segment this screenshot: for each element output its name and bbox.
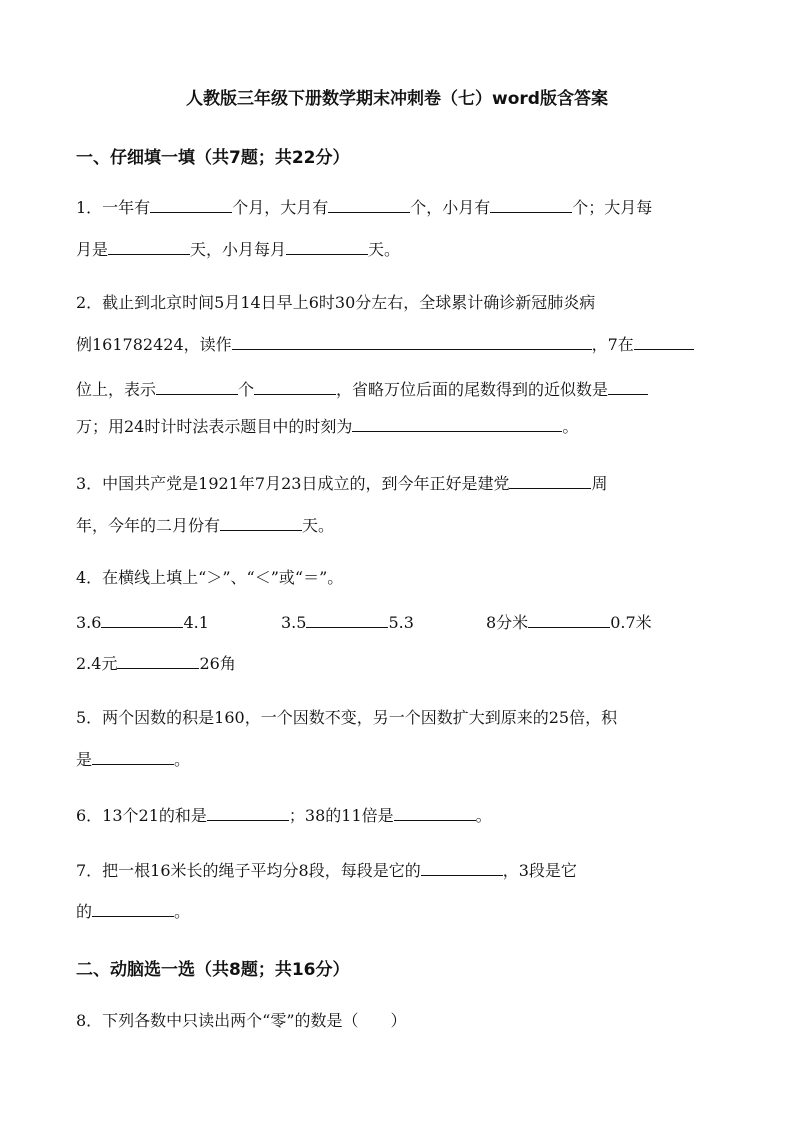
question-4-line-1: 4．在横线上填上“＞”、“＜”或“＝”。	[76, 568, 344, 587]
q2-text-d: 个	[238, 380, 255, 399]
q5-text-b: 。	[174, 750, 191, 769]
question-5-line-1: 5．两个因数的积是160，一个因数不变，另一个因数扩大到原来的25倍，积	[76, 708, 618, 727]
question-2-line-2	[76, 333, 694, 356]
section-2-heading: 二、动脑选一选（共8题；共16分）	[76, 960, 350, 980]
section-1-heading: 一、仔细填一填（共7题；共22分）	[76, 148, 350, 168]
q1-blank-5[interactable]	[286, 238, 368, 255]
q4-blank-1[interactable]	[101, 611, 183, 628]
q1-blank-4[interactable]	[108, 238, 190, 255]
q2-text-e: ，省略万位后面的尾数得到的近似数是	[336, 380, 609, 399]
q3-text-d: 天。	[302, 516, 335, 535]
q4-item-3	[486, 611, 652, 634]
question-7-line-2	[76, 900, 190, 923]
question-8-line-1: 8．下列各数中只读出两个“零”的数是（ ）	[76, 1011, 407, 1030]
q4-blank-4[interactable]	[117, 652, 199, 669]
page-title: 人教版三年级下册数学期末冲刺卷（七）word版含答案	[186, 89, 608, 109]
q2-blank-unit[interactable]	[254, 378, 336, 395]
q4-item-3-left: 8分米	[486, 613, 529, 632]
q1-blank-2[interactable]	[328, 196, 410, 213]
q3-text-b: 周	[591, 474, 608, 493]
q2-text-g: 。	[562, 417, 579, 436]
q2-text-b: ，7在	[591, 335, 634, 354]
q2-text-c: 位上，表示	[76, 380, 157, 399]
q4-item-1-left: 3.6	[76, 613, 102, 632]
q4-item-3-right: 0.7米	[610, 613, 652, 632]
q2-blank-approx[interactable]	[608, 378, 648, 395]
q4-item-2-left: 3.5	[281, 613, 307, 632]
q4-blank-3[interactable]	[528, 611, 610, 628]
question-2-line-1: 2．截止到北京时间5月14日早上6时30分左右，全球累计确诊新冠肺炎病	[76, 293, 596, 312]
q2-text-a: 例161782424，读作	[76, 335, 232, 354]
question-3-line-1	[76, 472, 607, 495]
q3-text-c: 年，今年的二月份有	[76, 516, 221, 535]
question-1-line-2	[76, 238, 400, 261]
q5-blank[interactable]	[92, 748, 174, 765]
q2-text-f: 万；用24时计时法表示题目中的时刻为	[76, 417, 353, 436]
q2-blank-count[interactable]	[156, 378, 238, 395]
q3-blank-years[interactable]	[509, 472, 591, 489]
question-4-line-2	[76, 611, 652, 634]
q1-blank-1[interactable]	[150, 196, 232, 213]
q1-text-e: 月是	[76, 240, 109, 259]
q4-item-4-right: 26角	[199, 654, 236, 673]
q1-text-d: 个；大月每	[572, 198, 653, 217]
q5-text-a: 是	[76, 750, 93, 769]
q4-item-2	[281, 611, 486, 634]
q6-blank-2[interactable]	[394, 804, 476, 821]
q1-blank-3[interactable]	[490, 196, 572, 213]
q7-blank-2[interactable]	[92, 900, 174, 917]
question-2-line-4	[76, 415, 578, 438]
q7-blank-1[interactable]	[421, 859, 503, 876]
q2-blank-place[interactable]	[634, 333, 694, 350]
q7-text-d: 。	[174, 902, 191, 921]
question-3-line-2	[76, 514, 334, 537]
q7-text-b: ，3段是它	[502, 861, 577, 880]
q6-text-b: ；38的11倍是	[288, 806, 394, 825]
q2-blank-time[interactable]	[352, 415, 562, 432]
q4-blank-2[interactable]	[306, 611, 388, 628]
q1-text-f: 天，小月每月	[190, 240, 287, 259]
question-5-line-2	[76, 748, 190, 771]
q4-item-1	[76, 611, 281, 634]
q7-text-a: 7．把一根16米长的绳子平均分8段，每段是它的	[76, 861, 421, 880]
question-6-line-1	[76, 804, 492, 827]
q4-item-4-left: 2.4元	[76, 654, 118, 673]
q3-blank-days[interactable]	[220, 514, 302, 531]
q6-blank-1[interactable]	[207, 804, 289, 821]
q2-blank-read[interactable]	[232, 333, 592, 350]
q3-text-a: 3．中国共产党是1921年7月23日成立的，到今年正好是建党	[76, 474, 510, 493]
question-4-line-3	[76, 652, 236, 675]
q6-text-c: 。	[475, 806, 492, 825]
q1-text-c: 个，小月有	[410, 198, 491, 217]
q7-text-c: 的	[76, 902, 93, 921]
q4-item-2-right: 5.3	[388, 613, 414, 632]
q1-text-a: 1．一年有	[76, 198, 151, 217]
question-1-line-1	[76, 196, 652, 219]
q1-text-g: 天。	[368, 240, 401, 259]
question-7-line-1	[76, 859, 577, 882]
q1-text-b: 个月，大月有	[232, 198, 329, 217]
question-2-line-3	[76, 378, 648, 401]
q4-item-1-right: 4.1	[183, 613, 209, 632]
q6-text-a: 6．13个21的和是	[76, 806, 207, 825]
